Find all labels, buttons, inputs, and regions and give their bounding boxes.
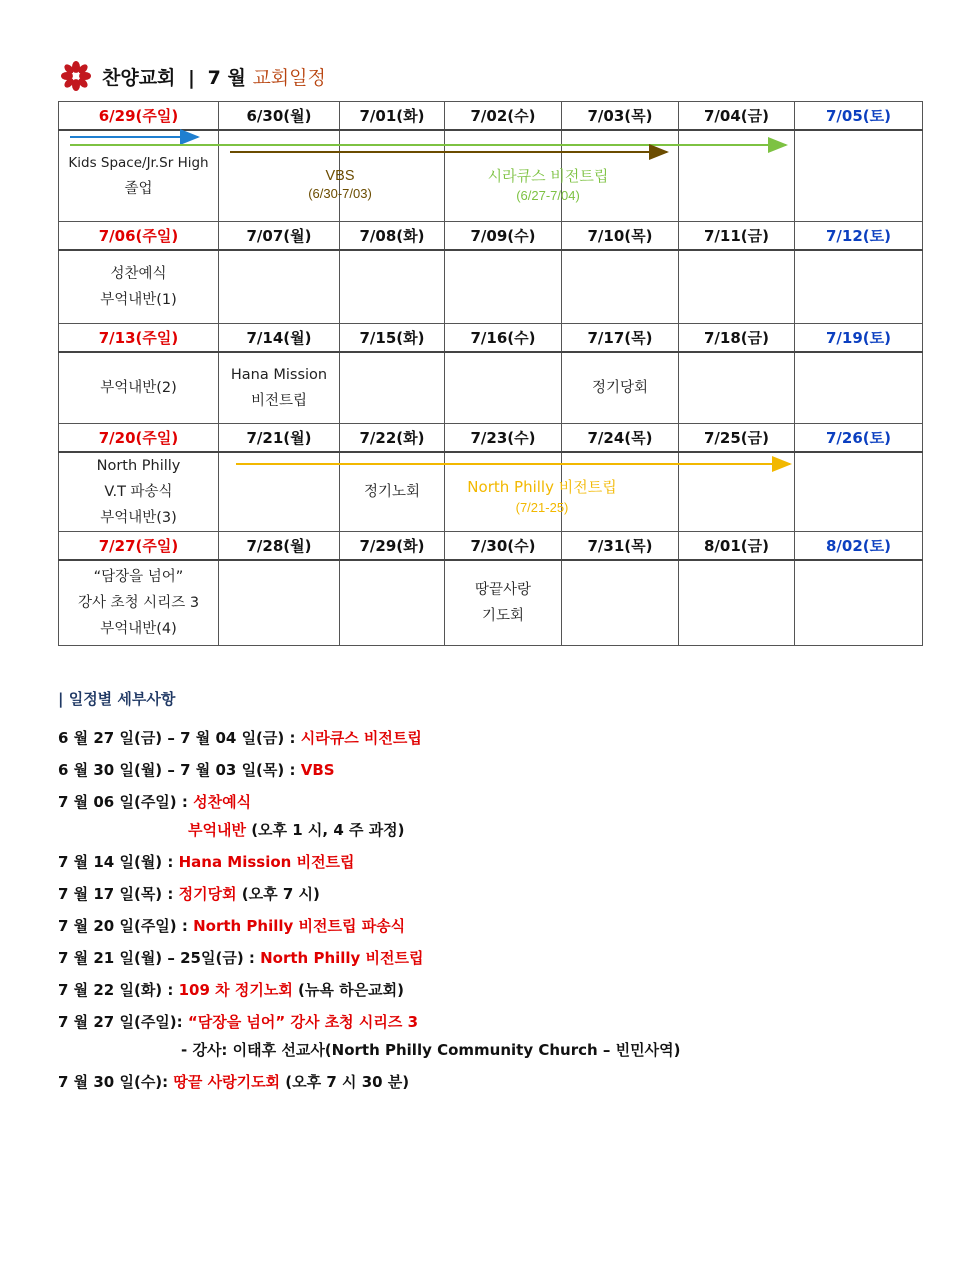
date-cell: 7/13(주일)	[59, 324, 219, 353]
event-text: 부억내반(2)	[100, 380, 177, 396]
event-cell	[445, 352, 562, 424]
event-text: V.T 파송식	[104, 484, 173, 500]
week-2-event-row	[59, 250, 923, 324]
detail-item	[58, 818, 680, 850]
page-title	[102, 63, 326, 90]
date-cell: 7/19(토)	[795, 324, 923, 353]
event-cell	[340, 452, 445, 532]
detail-item	[58, 914, 680, 946]
date-cell: 8/02(토)	[795, 532, 923, 561]
date-cell: 7/18(금)	[679, 324, 795, 353]
title-separator: |	[188, 66, 195, 89]
date-cell: 7/24(목)	[562, 424, 679, 453]
detail-item	[58, 850, 680, 882]
week-4-date-row	[59, 424, 923, 453]
event-cell	[219, 130, 340, 222]
week-5-event-row	[59, 560, 923, 646]
detail-prefix: 7 월 14 일(월) :	[58, 853, 179, 871]
week-1-event-row	[59, 130, 923, 222]
event-cell	[795, 352, 923, 424]
event-cell	[795, 560, 923, 646]
date-cell: 7/08(화)	[340, 222, 445, 251]
month-label: 7 월	[207, 66, 246, 89]
event-cell	[445, 130, 562, 222]
event-text: “담장을 넘어”	[93, 569, 184, 585]
date-cell: 7/05(토)	[795, 102, 923, 131]
event-cell	[59, 130, 219, 222]
detail-highlight: North Philly 비전트립 파송식	[193, 917, 406, 935]
event-cell	[679, 560, 795, 646]
syracuse-range: (6/27-7/04)	[516, 188, 580, 203]
church-logo-icon	[60, 60, 92, 92]
event-cell	[59, 250, 219, 324]
date-cell: 8/01(금)	[679, 532, 795, 561]
date-cell: 7/16(수)	[445, 324, 562, 353]
detail-prefix: 7 월 30 일(수):	[58, 1073, 174, 1091]
date-cell: 7/21(월)	[219, 424, 340, 453]
detail-suffix: (오후 1 시, 4 주 과정)	[245, 821, 405, 839]
week-5-date-row	[59, 532, 923, 561]
detail-highlight: 땅끝 사랑기도회	[173, 1073, 281, 1091]
event-cell	[795, 250, 923, 324]
week-4-event-row	[59, 452, 923, 532]
north-philly-label: North Philly 비전트립	[467, 478, 617, 496]
event-cell	[679, 452, 795, 532]
date-cell: 7/12(토)	[795, 222, 923, 251]
event-text: Kids Space/Jr.Sr High	[68, 155, 209, 171]
event-cell	[445, 452, 562, 532]
event-text: 부억내반(4)	[100, 621, 177, 637]
date-cell: 7/04(금)	[679, 102, 795, 131]
detail-highlight: VBS	[300, 761, 335, 779]
event-text: 비전트립	[250, 393, 308, 409]
date-cell: 7/03(목)	[562, 102, 679, 131]
date-cell: 7/30(수)	[445, 532, 562, 561]
event-cell	[219, 352, 340, 424]
schedule-label: 교회일정	[252, 66, 326, 89]
event-text: 부억내반(3)	[100, 510, 177, 526]
detail-prefix: 6 월 30 일(월) – 7 월 03 일(목) :	[58, 761, 301, 779]
event-cell	[679, 352, 795, 424]
date-cell: 7/29(화)	[340, 532, 445, 561]
detail-prefix: 7 월 22 일(화) :	[58, 981, 179, 999]
date-cell: 7/26(토)	[795, 424, 923, 453]
date-cell: 7/28(월)	[219, 532, 340, 561]
detail-item	[58, 1038, 680, 1070]
date-cell: 7/31(목)	[562, 532, 679, 561]
detail-suffix: - 강사: 이태후 선교사(North Philly Community Church – 빈민사역)	[181, 1041, 681, 1059]
event-cell	[562, 130, 679, 222]
event-text: 정기당회	[591, 380, 649, 396]
date-cell: 7/01(화)	[340, 102, 445, 131]
detail-item	[58, 726, 680, 758]
event-cell	[562, 560, 679, 646]
detail-item	[58, 790, 680, 818]
date-cell: 7/23(수)	[445, 424, 562, 453]
detail-highlight: 시라큐스 비전트립	[300, 729, 422, 747]
detail-highlight: Hana Mission 비전트립	[178, 853, 355, 871]
detail-prefix: 7 월 20 일(주일) :	[58, 917, 194, 935]
event-cell	[562, 352, 679, 424]
event-cell	[59, 452, 219, 532]
date-cell: 7/25(금)	[679, 424, 795, 453]
detail-highlight: 정기당회	[178, 885, 237, 903]
date-cell: 7/10(목)	[562, 222, 679, 251]
event-text: 기도회	[481, 608, 525, 624]
detail-prefix: 7 월 21 일(월) – 25일(금) :	[58, 949, 261, 967]
date-cell: 7/11(금)	[679, 222, 795, 251]
syracuse-label: 시라큐스 비전트립	[487, 167, 609, 185]
date-cell: 7/09(수)	[445, 222, 562, 251]
date-cell: 7/14(월)	[219, 324, 340, 353]
event-cell	[219, 452, 340, 532]
event-cell	[340, 560, 445, 646]
event-text: 성찬예식	[110, 266, 167, 282]
date-cell: 7/15(화)	[340, 324, 445, 353]
details-list	[58, 726, 680, 1102]
detail-highlight: 부억내반	[188, 821, 246, 839]
event-cell	[562, 452, 679, 532]
detail-item	[58, 882, 680, 914]
event-text: North Philly	[96, 458, 181, 474]
event-cell	[795, 130, 923, 222]
date-cell: 7/20(주일)	[59, 424, 219, 453]
event-cell	[445, 250, 562, 324]
detail-highlight: “담장을 넘어” 강사 초청 시리즈 3	[187, 1013, 419, 1031]
date-cell: 7/22(화)	[340, 424, 445, 453]
event-cell	[340, 352, 445, 424]
calendar-table	[58, 101, 923, 646]
detail-prefix: 7 월 06 일(주일) :	[58, 793, 194, 811]
event-text: 땅끝사랑	[474, 582, 532, 598]
event-cell	[219, 250, 340, 324]
event-cell	[219, 560, 340, 646]
event-cell	[795, 452, 923, 532]
event-cell	[340, 250, 445, 324]
church-name: 찬양교회	[102, 66, 176, 89]
detail-highlight: North Philly 비전트립	[260, 949, 424, 967]
event-text: 강사 초청 시리즈 3	[77, 595, 200, 611]
date-cell: 7/07(월)	[219, 222, 340, 251]
date-cell: 6/29(주일)	[59, 102, 219, 131]
event-cell	[340, 130, 445, 222]
detail-suffix: (뉴욕 하은교회)	[292, 981, 404, 999]
detail-prefix: 7 월 17 일(목) :	[58, 885, 179, 903]
detail-item	[58, 1070, 680, 1102]
event-cell	[562, 250, 679, 324]
event-text: 정기노회	[363, 484, 421, 500]
detail-prefix: 6 월 27 일(금) – 7 월 04 일(금) :	[58, 729, 301, 747]
event-cell	[59, 560, 219, 646]
week-3-event-row	[59, 352, 923, 424]
detail-suffix: (오후 7 시)	[236, 885, 320, 903]
event-cell	[445, 560, 562, 646]
details-section-title: | 일정별 세부사항	[58, 690, 176, 708]
event-text: 졸업	[124, 181, 153, 197]
north-philly-range: (7/21-25)	[515, 500, 569, 515]
date-cell: 7/27(주일)	[59, 532, 219, 561]
event-cell	[59, 352, 219, 424]
detail-prefix: 7 월 27 일(주일):	[58, 1013, 188, 1031]
page-header	[60, 58, 326, 94]
week-1-date-row	[59, 102, 923, 131]
detail-highlight: 109 차 정기노회	[178, 981, 293, 999]
event-cell	[679, 130, 795, 222]
date-cell: 7/02(수)	[445, 102, 562, 131]
date-cell: 7/17(목)	[562, 324, 679, 353]
event-text: 부억내반(1)	[100, 292, 177, 308]
detail-item	[58, 978, 680, 1010]
vbs-range: (6/30-7/03)	[308, 186, 372, 201]
week-3-date-row	[59, 324, 923, 353]
vbs-label: VBS	[325, 168, 355, 184]
event-cell	[679, 250, 795, 324]
date-cell: 6/30(월)	[219, 102, 340, 131]
week-2-date-row	[59, 222, 923, 251]
detail-item	[58, 758, 680, 790]
date-cell: 7/06(주일)	[59, 222, 219, 251]
detail-highlight: 성찬예식	[193, 793, 252, 811]
detail-item	[58, 946, 680, 978]
detail-suffix: (오후 7 시 30 분)	[280, 1073, 410, 1091]
detail-item	[58, 1010, 680, 1038]
event-text: Hana Mission	[230, 367, 328, 383]
